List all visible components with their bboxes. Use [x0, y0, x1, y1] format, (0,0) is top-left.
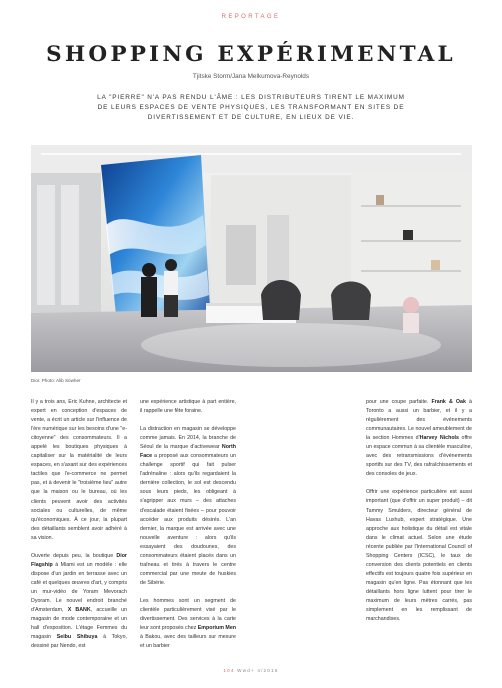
page-number: 104 [223, 668, 235, 673]
text-column-2 [140, 398, 236, 660]
brand-name: X BANK [67, 607, 91, 614]
text-column-1 [31, 398, 127, 660]
brand-name: Harvey Nichols [419, 435, 459, 442]
text-column-3 [366, 398, 472, 633]
store-interior-photo [31, 145, 472, 372]
paragraph: pour une coupe parfaite. Frank & Oak à Toronto a aussi un barbier, et il y a régulièrement des événements communautaires. Le nouvel ameublement de la section Hommes d'Harvey Nichols offre un espace commun à sa clientèle masculine, avec des retransmissions d'événements sportifs sur des TV, des rafraîchissements et des consoles de jeux. [366, 399, 472, 478]
paragraph: Les hommes sont un segment de clientèle particulièrement visé par le divertissement. Des services à la carte leur sont proposés chez Emporium Men à Bakou, avec des tailleurs sur mesure et un barbier [140, 597, 236, 650]
brand-name: Emporium Men [197, 625, 236, 632]
section-label: REPORTAGE [221, 14, 281, 20]
photo-caption: Dior. Photo: Alib Sowher [31, 378, 81, 383]
paragraph: une expérience artistique à part entière, il rappelle une fête foraine. [140, 399, 236, 415]
paragraph: Offrir une expérience particulière est aussi important (que d'offrir un super produit) – dit Tammy Smulders, directeur général de Havas Luxhub, expert stratégique. Une approche aux holistique du détail est vitale dans le climat actuel. Selon une étude récente publiée par l'International Council of Shopping Centers (ICSC), le taux de conversion des clients potentiels en clients effectifs est toujours quatre fois supérieur en magasin qu'en ligne. Pas étonnant que les détaillants hors ligne luttent pour tirer le maximum de leurs mètres carrés, pas simplement en les remplissant de marchandises. [366, 489, 472, 623]
brand-name: Dior Flagship [31, 552, 127, 568]
magazine-issue: Wwd+ 4/2016 [237, 668, 279, 673]
paragraph: Ouverte depuis peu, la boutique Dior Flagship à Miami est un modèle : elle dispose d'un jardin en terrasse avec un café et quelques œuvres d'art, y compris un mur-vidéo de Yoram Mevorach Dyoram. Le nouvel endroit branché d'Amsterdam, X BANK, accueille un magasin de mode contemporaine et un hall d'exposition. L'étage Femmes du magasin Seibu Shibuya à Tokyo, dessiné par Nendo, est [31, 552, 128, 650]
article-title: SHOPPING EXPÉRIMENTAL [46, 42, 456, 67]
article-lead: LA "PIERRE" N'A PAS RENDU L'ÂME : LES DISTRIBUTEURS TIRENT LE MAXIMUM DE LEURS ESPACES DE VENTE PHYSIQUES, LES TRANSFORMANT EN SITES DE DIVERTISSEMENT ET DE CULTURE, EN LIEUX DE VIE. [97, 94, 405, 121]
paragraph: La distraction en magasin se développe comme jamais. En 2014, la branche de Séoul de la marque d'activewear North Face a proposé aux consommateurs un challenge sportif qui fait pulser l'adrénaline : alors qu'ils regardaient la dernière collection, le sol est descendu sous leurs pieds, les obligeant à s'agripper aux murs – des attaches d'escalade étaient fixées – pour pouvoir accéder aux produits désirés. L'an dernier, la marque est arrivée avec une nouvelle aventure : alors qu'ils essayaient des doudounes, des consommateurs étaient placés dans un traîneau et tirés à travers le centre commercial par une meute de huskies de Sibérie. [140, 426, 236, 586]
page-folio [0, 668, 502, 673]
article-authors: Tjitske Storm/Jana Melkumova-Reynolds [192, 73, 310, 80]
brand-name: North Face [140, 444, 236, 460]
paragraph: Il y a trois ans, Eric Kuhne, architecte et expert en conception d'espaces de vente, a écrit un article sur l'influence de l'ère numérique sur les besoins d'une "e-citoyenne" des consommateurs. Il a appelé les boutiques physiques à capitaliser sur la matérialité de leurs espaces, en s'axant sur des expériences tactiles que l'e-commerce ne permet pas, et à devenir le "troisième lieu" autre que la maison ou le bureau, où les clients peuvent avoir des activités sociales ou culturelles, de même qu'économiques. À ce jour, la plupart des détaillants semblent avoir adhéré à sa vision. [31, 399, 127, 541]
brand-name: Frank & Oak [431, 399, 466, 405]
brand-name: Seibu Shibuya [56, 634, 98, 641]
